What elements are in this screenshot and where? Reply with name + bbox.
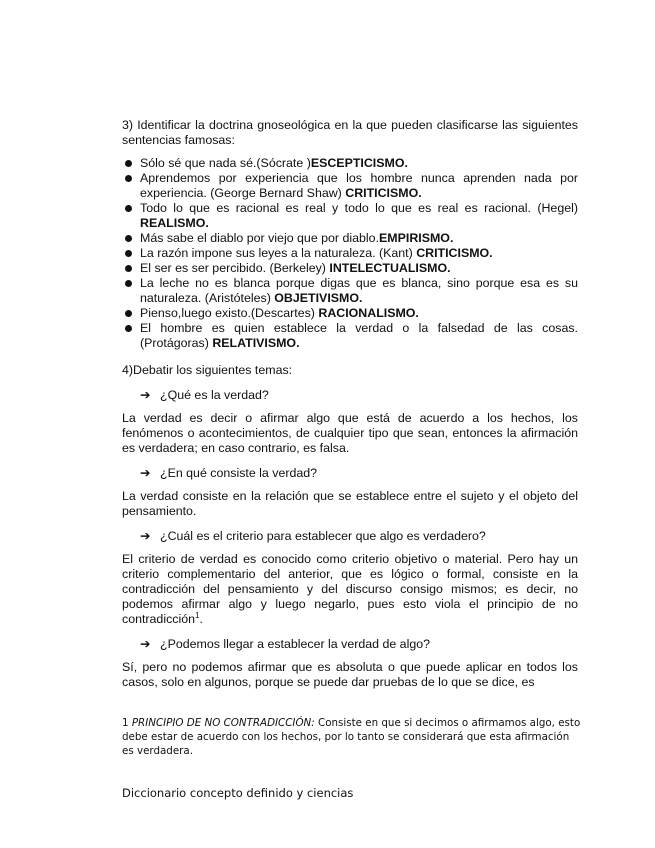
arrow-icon: ➔ xyxy=(140,466,151,480)
doctrine-label: EMPIRISMO. xyxy=(379,231,454,245)
doctrine-label: INTELECTUALISMO. xyxy=(329,261,451,275)
list-item xyxy=(140,261,578,276)
footnote xyxy=(122,716,582,758)
sentence-text: Aprendemos por experiencia que los hombre nunca aprenden nada por experiencia. (George Bernard Shaw) xyxy=(140,171,578,200)
footnote-text: Consiste en que si decimos o afirmamos algo, esto debe estar de acuerdo con los hechos, por lo tanto se considerará que esta afirmación es verdadera. xyxy=(122,717,581,757)
sentence-text: Todo lo que es racional es real y todo lo que es real es racional. (Hegel) xyxy=(140,201,578,215)
question-text: ¿Podemos llegar a establecer la verdad de algo? xyxy=(160,637,431,651)
intro-paragraph: 3) Identificar la doctrina gnoseológica en la que pueden clasificarse las siguientes sentencias famosas: xyxy=(122,118,578,147)
question-1 xyxy=(140,388,578,403)
answer-1: La verdad es decir o afirmar algo que está de acuerdo a los hechos, los fenómenos o acontecimientos, de cualquier tipo que sean, entonces la afirmación es verdadera; en caso contrario, es falsa. xyxy=(122,411,578,455)
sentences-list xyxy=(122,156,578,351)
question-text: ¿En qué consiste la verdad? xyxy=(160,466,318,480)
arrow-icon: ➔ xyxy=(140,388,151,402)
question-2 xyxy=(140,466,578,481)
sentence-text: Más sabe el diablo por viejo que por diablo. xyxy=(140,231,380,245)
list-item xyxy=(140,231,578,246)
section-4-heading: 4)Debatir los siguientes temas: xyxy=(122,363,293,377)
arrow-icon: ➔ xyxy=(140,637,151,651)
sentence-text: El hombre es quien establece la verdad o la falsedad de las cosas. (Protágoras) xyxy=(140,321,578,350)
list-item xyxy=(140,306,578,321)
question-3 xyxy=(140,529,578,544)
answer-2: La verdad consiste en la relación que se establece entre el sujeto y el objeto del pensamiento. xyxy=(122,489,578,518)
question-4 xyxy=(140,637,578,652)
list-item xyxy=(140,201,578,231)
list-item xyxy=(140,246,578,261)
answer-4: Sí, pero no podemos afirmar que es absoluta o que puede aplicar en todos los casos, solo en algunos, porque se puede dar pruebas de lo que se dice, es xyxy=(122,660,578,689)
sentence-text: El ser es ser percibido. (Berkeley) xyxy=(140,261,330,275)
doctrine-label: CRITICISMO. xyxy=(345,186,422,200)
question-text: ¿Qué es la verdad? xyxy=(160,388,269,402)
doctrine-label: OBJETIVISMO. xyxy=(274,291,363,305)
doctrine-label: RELATIVISMO. xyxy=(212,336,300,350)
sentence-text: Pienso,luego existo.(Descartes) xyxy=(140,306,319,320)
answer-3-text: El criterio de verdad es conocido como criterio objetivo o material. Pero hay un criterio complementario del anterior, que es lógico o formal, consiste en la contradicción del pensamiento y del discurso consigo mismos; es decir, no podemos afirmar algo y luego negarlo, pues esto viola el principio de no contradicción xyxy=(122,552,578,626)
answer-3 xyxy=(122,552,578,627)
sentence-text: La razón impone sus leyes a la naturaleza. (Kant) xyxy=(140,246,417,260)
list-item xyxy=(140,276,578,306)
doctrine-label: ESCEPTICISMO. xyxy=(310,156,408,170)
footnote-title: PRINCIPIO DE NO CONTRADICCIÓN: xyxy=(131,717,315,729)
document-body xyxy=(122,118,578,690)
doctrine-label: RACIONALISMO. xyxy=(318,306,419,320)
footnote-number: 1 xyxy=(122,717,129,729)
sentence-text: Sólo sé que nada sé.(Sócrate ) xyxy=(140,156,311,170)
sentence-text: La leche no es blanca porque digas que es blanca, sino porque esa es su naturaleza. (Aristóteles) xyxy=(140,276,578,305)
list-item xyxy=(140,321,578,351)
answer-3-end: . xyxy=(199,612,203,626)
arrow-icon: ➔ xyxy=(140,529,151,543)
question-text: ¿Cuál es el criterio para establecer que algo es verdadero? xyxy=(160,529,486,543)
doctrine-label: REALISMO. xyxy=(140,216,209,230)
list-item xyxy=(140,156,578,171)
footnote-ref[interactable]: 1 xyxy=(195,610,200,620)
page-footer: Diccionario concepto definido y ciencias xyxy=(122,786,354,800)
list-item xyxy=(140,171,578,201)
doctrine-label: CRITICISMO. xyxy=(416,246,493,260)
